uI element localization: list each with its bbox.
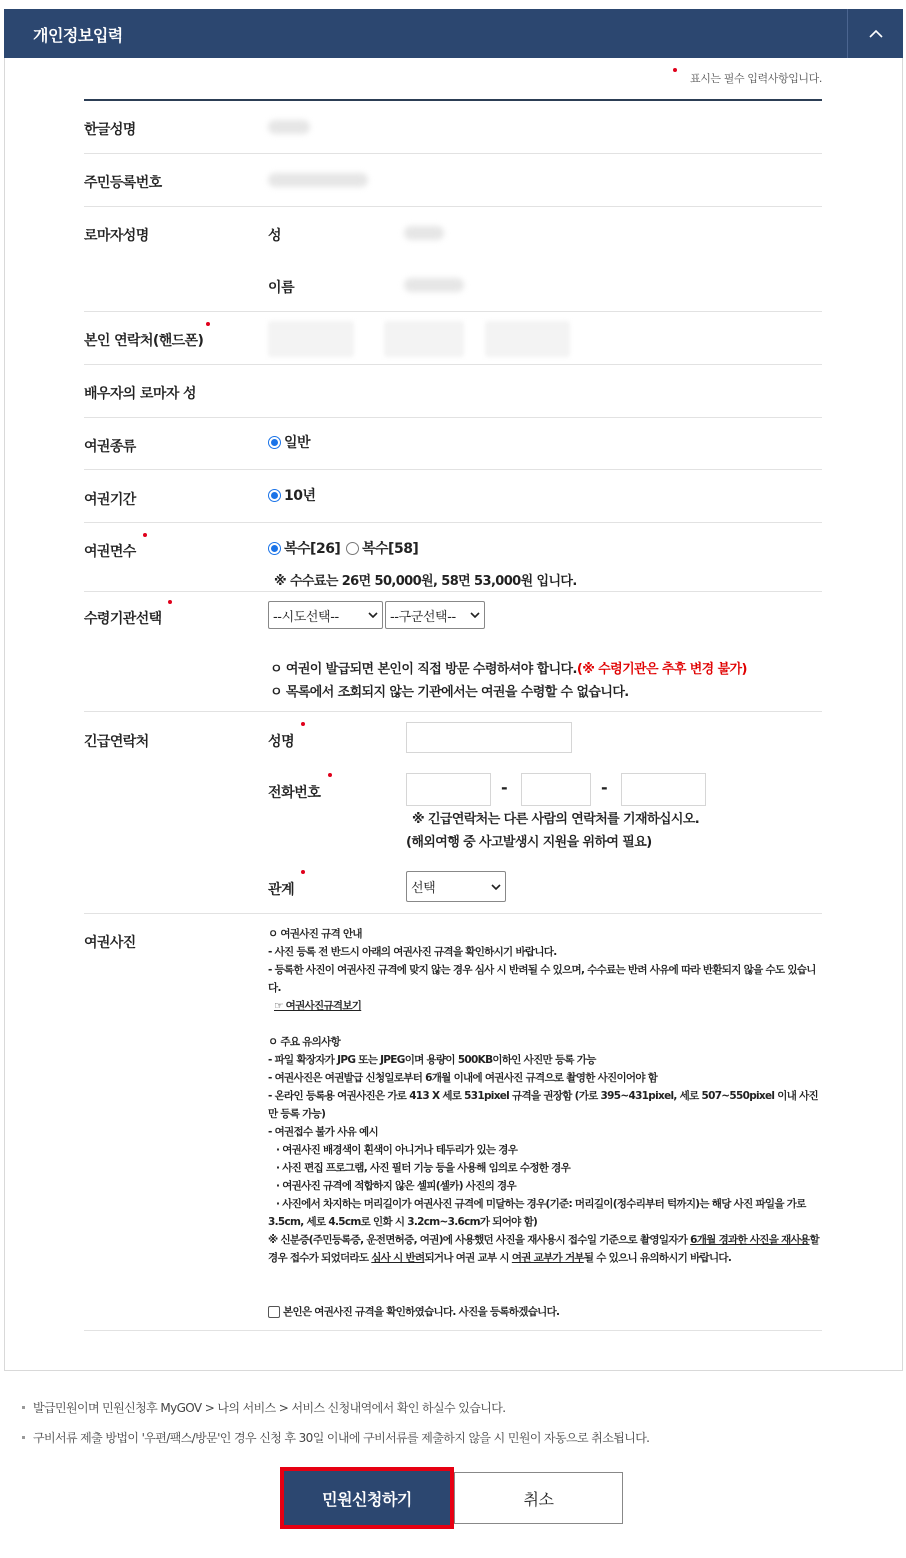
checkbox-icon: [268, 1306, 280, 1318]
phone-label: 본인 연락처(핸드폰): [84, 333, 204, 349]
warning-text: 되거나 여권 교부 시: [424, 1252, 512, 1264]
cancel-button-label: 취소: [523, 1489, 554, 1509]
row-divider: [84, 591, 822, 592]
passport-period-10y-radio[interactable]: [268, 485, 316, 505]
warning-underline: 여권 교부가 거부: [511, 1252, 584, 1264]
row-divider: [84, 1330, 822, 1331]
chevron-down-icon: [368, 612, 378, 618]
resident-number-value: [268, 173, 368, 187]
pickup-note-1-text: ㅇ 여권이 발급되면 본인이 직접 방문 수령하셔야 합니다.: [270, 662, 577, 677]
warning-underline: 심사 시 반려: [371, 1252, 425, 1264]
phone-part-1[interactable]: [268, 321, 354, 357]
radio-checked-icon: [268, 436, 281, 449]
radio-checked-icon: [268, 489, 281, 502]
reject-line: · 사진 편집 프로그램, 사진 필터 기능 등을 사용해 임의로 수정한 경우: [276, 1162, 571, 1174]
row-divider: [84, 522, 822, 523]
reject-line: · 여권사진 규격에 적합하지 않은 셀피(셀카) 사진의 경우: [276, 1180, 516, 1192]
row-divider: [84, 469, 822, 470]
korean-name-value: [268, 120, 310, 134]
guide-line: - 사진 등록 전 반드시 아래의 여권사진 규격을 확인하시기 바랍니다.: [268, 946, 557, 958]
surname-value: [404, 226, 444, 240]
radio-label: 복수[58]: [362, 541, 419, 557]
footer-note-text: 발급민원이며 민원신청후 MyGOV > 나의 서비스 > 서비스 신청내역에서 확인 하실수 있습니다.: [33, 1401, 506, 1415]
emergency-note-2: (해외여행 중 사고발생시 지원을 위하여 필요): [406, 835, 652, 850]
required-dot: [328, 773, 332, 777]
radio-label: 일반: [284, 435, 311, 451]
section-header: [4, 9, 903, 58]
footer-note: [22, 1399, 505, 1416]
required-dot: [168, 600, 172, 604]
section-title: 개인정보입력: [33, 26, 123, 45]
emergency-phone-label: 전화번호: [268, 785, 321, 801]
surname-label: 성: [268, 228, 282, 244]
caution-line: - 파일 확장자가 JPG 또는 JPEG이며 용량이 500KB이하인 사진만 등록 가능: [268, 1054, 596, 1066]
pickup-note-1-warning: (※ 수령기관은 추후 변경 불가): [576, 662, 747, 677]
relation-select-value: 선택: [411, 881, 436, 896]
photo-guide: [268, 925, 824, 1267]
guide-line: - 등록한 사진이 여권사진 규격에 맞지 않는 경우 심사 시 반려될 수 있으며, 수수료는 반려 사유에 따라 반환되지 않을 수도 있습니다.: [268, 964, 816, 994]
photo-label: 여권사진: [84, 935, 136, 951]
reject-title: - 여권접수 불가 사유 예시: [268, 1126, 378, 1138]
gugun-select[interactable]: [385, 601, 485, 629]
passport-type-label: 여권종류: [84, 439, 136, 455]
row-divider: [84, 711, 822, 712]
pickup-office-label: 수령기관선택: [84, 611, 162, 627]
passport-period-label: 여권기간: [84, 492, 136, 508]
pages-58-radio[interactable]: [346, 538, 418, 558]
chevron-up-icon: [868, 29, 884, 39]
radio-unchecked-icon: [346, 542, 359, 555]
emergency-phone-3[interactable]: [621, 773, 706, 806]
given-name-label: 이름: [268, 280, 295, 296]
radio-label: 복수[26]: [284, 541, 341, 557]
roman-name-label: 로마자성명: [84, 228, 149, 244]
required-dot: [143, 533, 147, 537]
relation-label: 관계: [268, 882, 295, 898]
caution-line: - 온라인 등록용 여권사진은 가로 413 X 세로 531pixel 규격을 권장함 (가로 395~431pixel, 세로 507~550pixel 이내 사진만 등록 가능): [268, 1090, 819, 1120]
caution-line: - 여권사진은 여권발급 신청일로부터 6개월 이내에 여권사진 규격으로 촬영한 사진이어야 함: [268, 1072, 658, 1084]
pickup-note-2: ㅇ 목록에서 조회되지 않는 기관에서는 여권을 수령할 수 없습니다.: [270, 685, 629, 700]
required-note: 표시는 필수 입력사항입니다.: [689, 72, 822, 85]
reject-line: · 여권사진 배경색이 흰색이 아니거나 테두리가 있는 경우: [276, 1144, 518, 1156]
radio-label: 10년: [284, 488, 316, 504]
emergency-note-1: ※ 긴급연락처는 다른 사람의 연락처를 기재하십시오.: [412, 812, 700, 827]
submit-button[interactable]: [280, 1467, 454, 1529]
sido-select-value: --시도선택--: [273, 609, 339, 625]
warning-text: 될 수 있으니 유의하시기 바랍니다.: [583, 1252, 732, 1264]
sido-select[interactable]: [268, 601, 383, 629]
emergency-phone-1[interactable]: [406, 773, 491, 806]
relation-select[interactable]: [406, 871, 506, 902]
emergency-label: 긴급연락처: [84, 734, 149, 750]
caution-title: ㅇ 주요 유의사항: [268, 1036, 341, 1048]
reject-line: [268, 1195, 824, 1231]
collapse-toggle[interactable]: [847, 9, 903, 58]
row-divider: [84, 364, 822, 365]
pages-26-radio[interactable]: [268, 538, 340, 558]
row-divider: [84, 417, 822, 418]
required-dot: [301, 870, 305, 874]
phone-part-2[interactable]: [384, 321, 464, 357]
row-divider: [84, 153, 822, 154]
emergency-phone-2[interactable]: [521, 773, 591, 806]
bullet-icon: [22, 1436, 25, 1439]
gugun-select-value: --구군선택--: [390, 609, 456, 625]
passport-pages-label: 여권면수: [84, 544, 136, 560]
photo-spec-link[interactable]: ☞ 여권사진규격보기: [274, 1000, 362, 1012]
warning-underline: 6개월 경과한 사진을 재사용: [690, 1234, 810, 1246]
submit-button-label: 민원신청하기: [322, 1489, 412, 1509]
warning-text: ※ 신분증(주민등록증, 운전면허증, 여권)에 사용했던 사진을 재사용시 접수일 기준으로 촬영일자가: [268, 1234, 691, 1246]
korean-name-label: 한글성명: [84, 122, 136, 138]
radio-checked-icon: [268, 542, 281, 555]
emergency-name-input[interactable]: [406, 722, 572, 753]
spouse-roman-label: 배우자의 로마자 성: [84, 386, 196, 402]
reject-line-text: · 사진에서 차지하는 머리길이가 여권사진 규격에 미달하는 경우(기준: 머리길이(정수리부터 턱까지)는 해당 사진 파일을 가로 3.5cm, 세로 4.5cm로 인화 시 3.2cm~3.6cm가 되어야 함): [268, 1198, 806, 1228]
passport-type-general-radio[interactable]: [268, 432, 310, 452]
phone-dash: -: [601, 778, 608, 797]
resident-number-label: 주민등록번호: [84, 175, 162, 191]
phone-part-3[interactable]: [485, 321, 570, 357]
required-dot: [301, 722, 305, 726]
photo-confirm-checkbox[interactable]: [268, 1304, 559, 1319]
form-top-line: [84, 99, 822, 101]
warning-text: 할 경우 접수가 되었더라도: [268, 1234, 819, 1264]
row-divider: [84, 206, 822, 207]
footer-note: [22, 1429, 649, 1446]
fee-note: ※ 수수료는 26면 50,000원, 58면 53,000원 입니다.: [274, 574, 577, 589]
photo-confirm-label: 본인은 여권사진 규격을 확인하였습니다. 사진을 등록하겠습니다.: [283, 1306, 560, 1318]
required-dot: [206, 322, 210, 326]
bullet-icon: [22, 1406, 25, 1409]
pickup-note-1: [270, 658, 747, 677]
chevron-down-icon: [470, 612, 480, 618]
emergency-name-label: 성명: [268, 734, 295, 750]
cancel-button[interactable]: [454, 1472, 623, 1524]
row-divider: [84, 913, 822, 914]
guide-title: ㅇ 여권사진 규격 안내: [268, 928, 362, 940]
row-divider: [84, 311, 822, 312]
chevron-down-icon: [491, 884, 501, 890]
required-dot: [673, 68, 677, 72]
phone-dash: -: [501, 778, 508, 797]
given-name-value: [404, 278, 464, 292]
reuse-warning: [268, 1231, 824, 1267]
footer-note-text: 구비서류 제출 방법이 '우편/팩스/방문'인 경우 신청 후 30일 이내에 구비서류를 제출하지 않을 시 민원이 자동으로 취소됩니다.: [33, 1431, 650, 1445]
